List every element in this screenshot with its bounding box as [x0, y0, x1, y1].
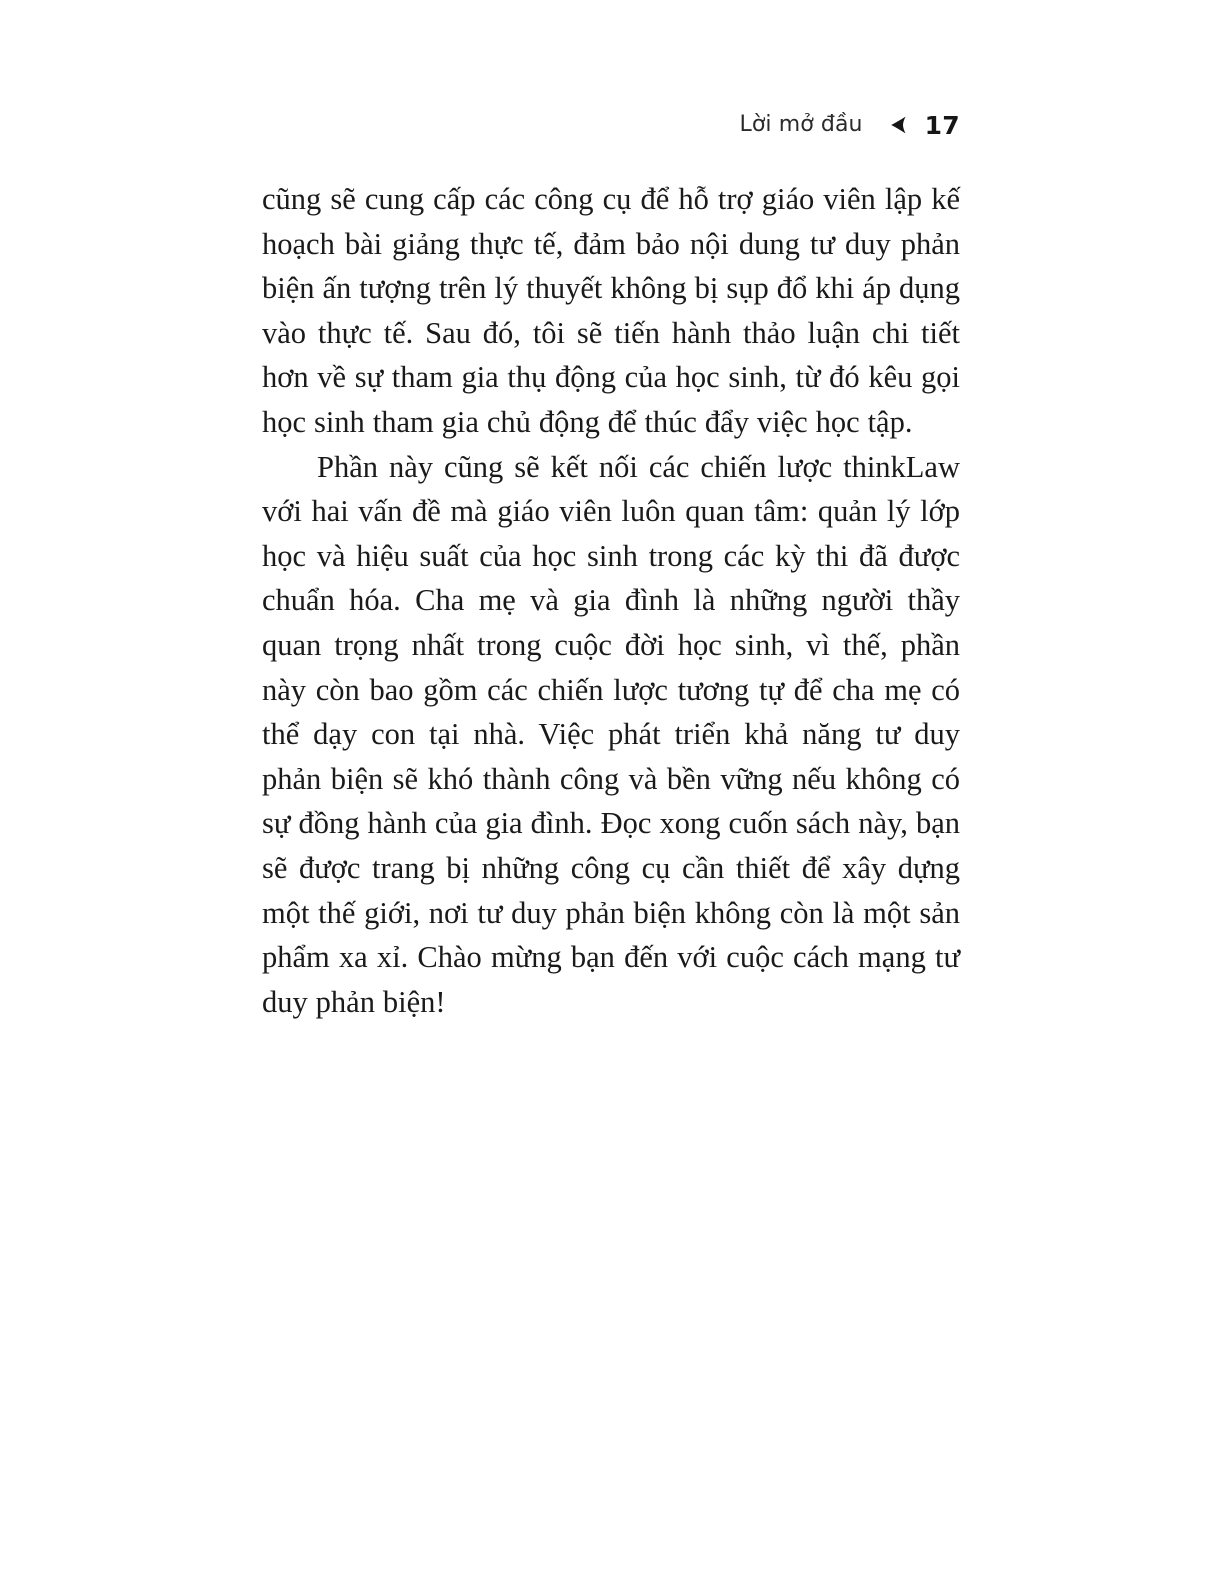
paragraph: Phần này cũng sẽ kết nối các chiến lược thinkLaw với hai vấn đề mà giáo viên luôn quan tâm: quản lý lớp học và hiệu suất của học sinh trong các kỳ thi đã được chuẩn hóa. Cha mẹ và gia đình là những người thầy quan trọng nhất trong cuộc đời học sinh, vì thế, phần này còn bao gồm các chiến lược tương tự để cha mẹ có thể dạy con tại nhà. Việc phát triển khả năng tư duy phản biện sẽ khó thành công và bền vững nếu không có sự đồng hành của gia đình. Đọc xong cuốn sách này, bạn sẽ được trang bị những công cụ cần thiết để xây dựng một thế giới, nơi tư duy phản biện không còn là một sản phẩm xa xỉ. Chào mừng bạn đến với cuộc cách mạng tư duy phản biện!: [262, 449, 960, 1019]
paragraph: cũng sẽ cung cấp các công cụ để hỗ trợ giáo viên lập kế hoạch bài giảng thực tế, đảm bảo nội dung tư duy phản biện ấn tượng trên lý thuyết không bị sụp đổ khi áp dụng vào thực tế. Sau đó, tôi sẽ tiến hành thảo luận chi tiết hơn về sự tham gia thụ động của học sinh, từ đó kêu gọi học sinh tham gia chủ động để thúc đẩy việc học tập.: [262, 182, 960, 439]
left-triangle-icon: [887, 113, 911, 137]
page-number: 17: [924, 110, 960, 140]
body-text-column: [262, 177, 960, 1024]
running-head: [262, 108, 960, 142]
running-head-title: Lời mở đầu: [739, 112, 863, 137]
